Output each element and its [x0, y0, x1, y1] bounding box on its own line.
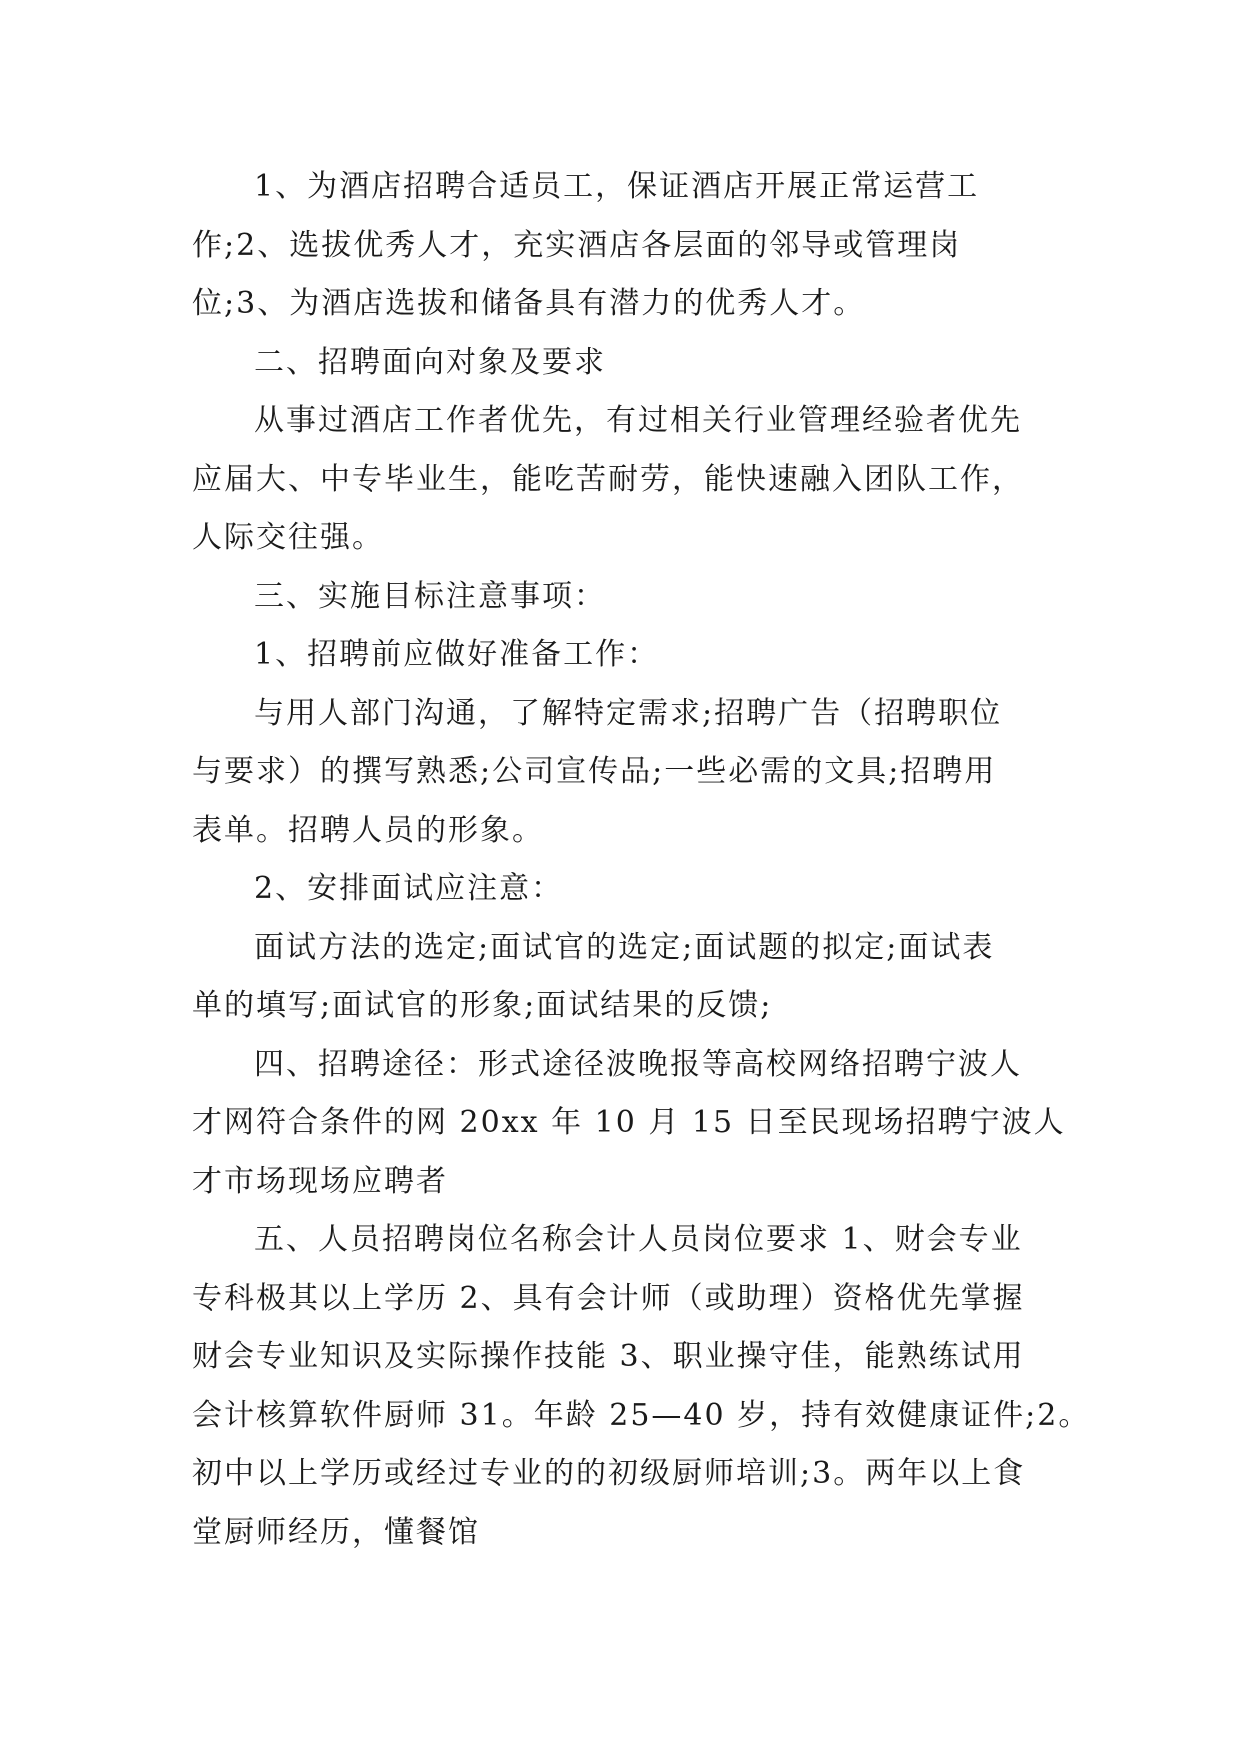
text-line: 与要求）的撰写熟悉;公司宣传品;一些必需的文具;招聘用	[192, 754, 997, 789]
text-line: 堂厨师经历，懂餐馆	[192, 1514, 480, 1550]
text-line: 才市场现场应聘者	[192, 1163, 448, 1199]
text-line: 与用人部门沟通，了解特定需求;招聘广告（招聘职位	[254, 695, 1003, 731]
section-heading: 四、招聘途径：形式途径波晚报等高校网络招聘宁波人	[254, 1046, 1022, 1082]
text-line: 单的填写;面试官的形象;面试结果的反馈;	[192, 988, 773, 1023]
subsection-heading: 1、招聘前应做好准备工作：	[254, 637, 660, 672]
section-heading: 二、招聘面向对象及要求	[254, 344, 606, 380]
subsection-heading: 2、安排面试应注意：	[254, 871, 564, 906]
text-line: 作;2、选拔优秀人才，充实酒店各层面的邻导或管理岗	[192, 227, 962, 263]
document-body	[192, 158, 1091, 1562]
text-line: 会计核算软件厨师 31。年龄 25—40 岁，持有效健康证件;2。	[192, 1397, 1091, 1433]
text-line: 位;3、为酒店选拔和储备具有潜力的优秀人才。	[192, 286, 866, 321]
text-line: 人际交往强。	[192, 520, 384, 555]
text-line: 1、为酒店招聘合适员工，保证酒店开展正常运营工	[254, 169, 980, 204]
text-line: 表单。招聘人员的形象。	[192, 812, 544, 848]
text-line: 面试方法的选定;面试官的选定;面试题的拟定;面试表	[254, 929, 995, 965]
text-line: 初中以上学历或经过专业的的初级厨师培训;3。两年以上食	[192, 1456, 1026, 1491]
text-line: 财会专业知识及实际操作技能 3、职业操守佳，能熟练试用	[192, 1339, 1025, 1374]
text-line: 专科极其以上学历 2、具有会计师（或助理）资格优先掌握	[192, 1280, 1025, 1316]
section-heading: 三、实施目标注意事项：	[254, 578, 606, 614]
text-line: 才网符合条件的网 20xx 年 10 月 15 日至民现场招聘宁波人	[192, 1105, 1066, 1140]
text-line: 从事过酒店工作者优先，有过相关行业管理经验者优先	[254, 403, 1022, 438]
section-heading: 五、人员招聘岗位名称会计人员岗位要求 1、财会专业	[254, 1222, 1023, 1257]
text-line: 应届大、中专毕业生，能吃苦耐劳，能快速融入团队工作，	[192, 461, 1024, 497]
